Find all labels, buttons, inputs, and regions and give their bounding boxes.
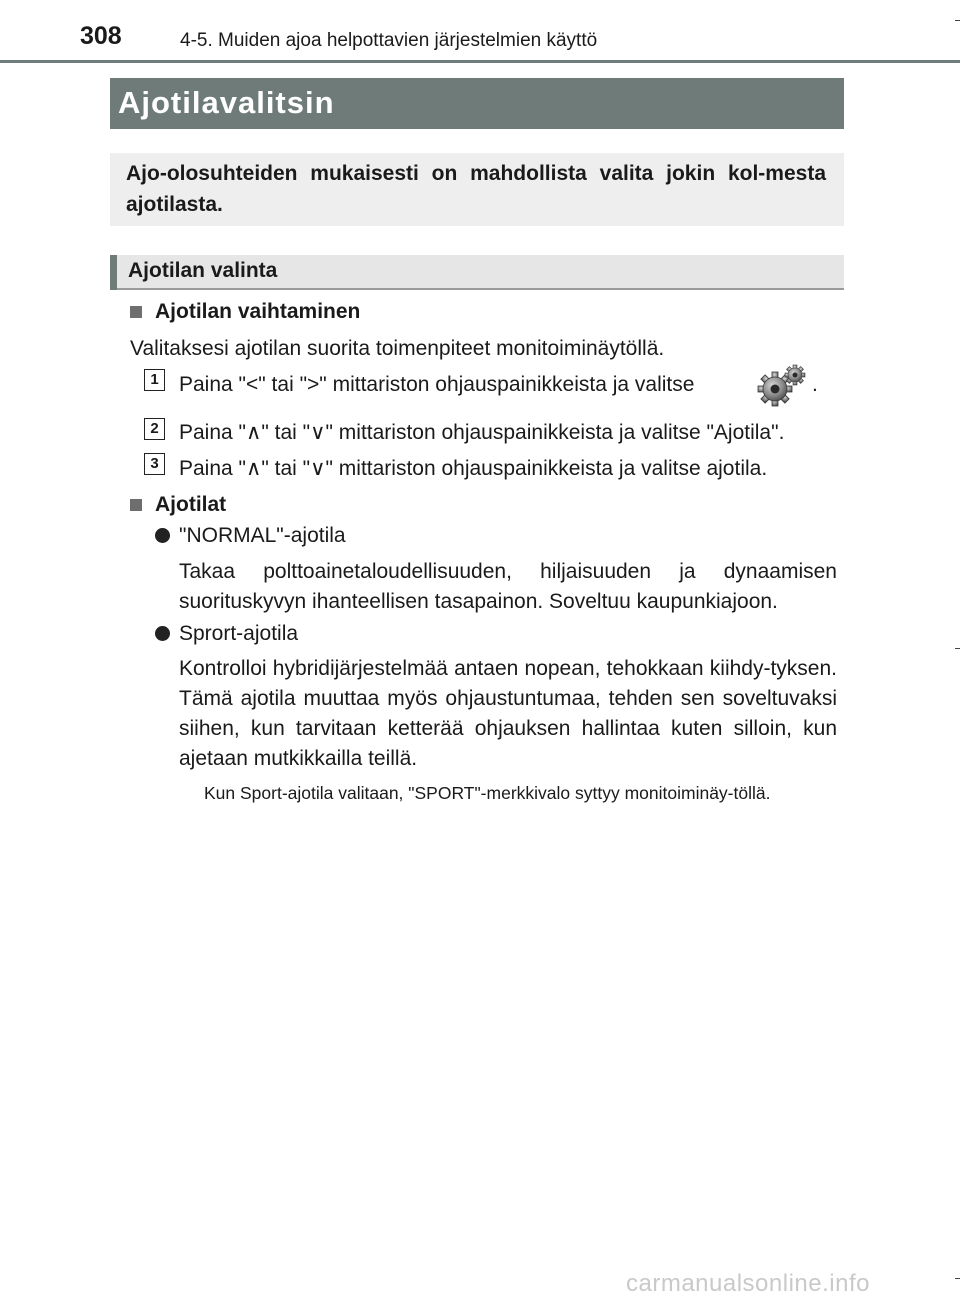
intro-text: Ajo-olosuhteiden mukaisesti on mahdollista valita jokin kol-mesta ajotilasta. bbox=[126, 162, 826, 216]
square-bullet-icon bbox=[130, 499, 142, 511]
step-text: Paina "∧" tai "∨" mittariston ohjauspainikkeista ja valitse "Ajotila". bbox=[179, 421, 785, 444]
mode-name: "NORMAL"-ajotila bbox=[179, 524, 346, 547]
settings-gear-icon bbox=[753, 362, 809, 410]
mode-description: Takaa polttoainetaloudellisuuden, hiljaisuuden ja dynaamisen suorituskyvyn ihanteellisen tasapainon. Soveltuu kaupunkiajoon. bbox=[179, 560, 837, 613]
watermark: carmanualsonline.info bbox=[626, 1270, 870, 1297]
section-heading: Ajotilan vaihtaminen bbox=[155, 300, 361, 323]
round-bullet-icon bbox=[155, 626, 170, 641]
step-number: 3 bbox=[144, 453, 165, 475]
step-number: 1 bbox=[144, 369, 165, 391]
mode-name: Sprort-ajotila bbox=[179, 622, 299, 645]
section-path: 4-5. Muiden ajoa helpottavien järjestelmien käyttö bbox=[180, 30, 598, 51]
page-number: 308 bbox=[80, 22, 122, 50]
subheading-text: Ajotilan valinta bbox=[128, 259, 278, 282]
note-text: Kun Sport-ajotila valitaan, "SPORT"-merkkivalo syttyy monitoiminäy-töllä. bbox=[204, 783, 771, 803]
title-bar bbox=[110, 78, 844, 129]
crop-mark bbox=[955, 648, 960, 649]
section-heading: Ajotilat bbox=[155, 493, 227, 516]
step-text: Paina "<" tai ">" mittariston ohjauspainikkeista ja valitse bbox=[179, 373, 695, 396]
step-suffix: . bbox=[812, 373, 818, 396]
intro-box bbox=[110, 153, 844, 226]
section-lead: Valitaksesi ajotilan suorita toimenpiteet monitoiminäytöllä. bbox=[130, 337, 665, 360]
round-bullet-icon bbox=[155, 528, 170, 543]
step-text: Paina "∧" tai "∨" mittariston ohjauspainikkeista ja valitse ajotila. bbox=[179, 457, 768, 480]
crop-mark bbox=[955, 1278, 960, 1279]
subheading-bar bbox=[110, 255, 844, 290]
header-rule bbox=[0, 60, 960, 63]
page-title: Ajotilavalitsin bbox=[118, 85, 335, 120]
mode-description: Kontrolloi hybridijärjestelmää antaen nopean, tehokkaan kiihdy-tyksen. Tämä ajotila muuttaa myös ohjaustuntumaa, tehden sen soveltuvaksi siihen, kun tarvitaan ketterää ohjauksen hallintaa kuten silloin, kun ajetaan mutkikkailla teillä. bbox=[179, 657, 837, 770]
crop-mark bbox=[955, 20, 960, 21]
step-number: 2 bbox=[144, 418, 165, 440]
subheading-accent bbox=[110, 255, 117, 290]
square-bullet-icon bbox=[130, 306, 142, 318]
